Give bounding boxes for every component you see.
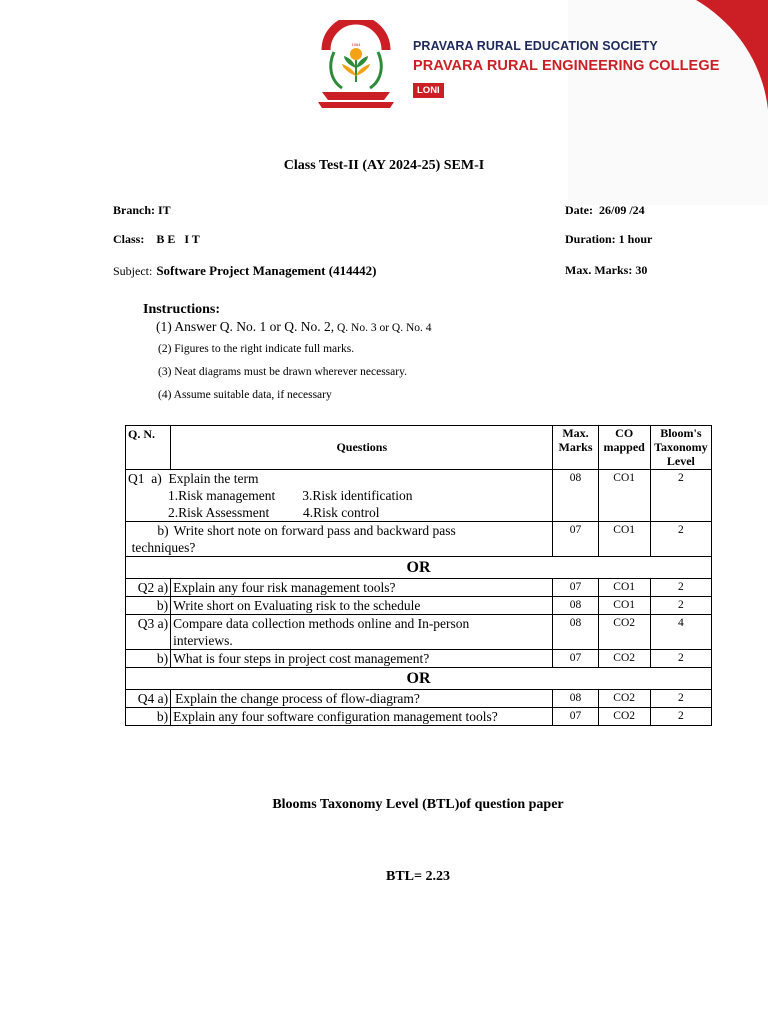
marks-cell: 08 bbox=[553, 470, 598, 522]
marks-cell: 07 bbox=[553, 579, 598, 597]
co-cell: CO1 bbox=[598, 597, 650, 615]
question-cell: What is four steps in project cost management? bbox=[171, 650, 553, 668]
max-marks-label: Max. Marks: 30 bbox=[565, 263, 648, 277]
qn-cell: Q2 a) bbox=[126, 579, 171, 597]
marks-cell: 07 bbox=[553, 650, 598, 668]
btl-cell: 2 bbox=[650, 650, 711, 668]
subject-value: Software Project Management (414442) bbox=[156, 263, 377, 278]
header-questions: Questions bbox=[171, 426, 553, 470]
marks-cell: 08 bbox=[553, 615, 598, 650]
subject-label: Subject: bbox=[113, 264, 153, 278]
marks-cell: 07 bbox=[553, 708, 598, 726]
co-cell: CO2 bbox=[598, 708, 650, 726]
btl-cell: 2 bbox=[650, 690, 711, 708]
qn-cell: b) bbox=[126, 708, 171, 726]
date-label: Date: 26/09 /24 bbox=[565, 203, 645, 217]
or-label: OR bbox=[126, 668, 712, 690]
btl-cell: 2 bbox=[650, 597, 711, 615]
college-logo-icon bbox=[314, 20, 398, 110]
marks-cell: 08 bbox=[553, 597, 598, 615]
logo-text: PRAVARA bbox=[339, 32, 373, 39]
qn-cell: b) bbox=[126, 522, 171, 557]
qn-cell: Q3 a) bbox=[126, 615, 171, 650]
org-name-college: PRAVARA RURAL ENGINEERING COLLEGE bbox=[413, 58, 720, 74]
co-cell: CO2 bbox=[598, 615, 650, 650]
btl-cell: 2 bbox=[650, 522, 711, 557]
questions-table bbox=[125, 425, 712, 726]
table-row bbox=[126, 615, 712, 650]
table-row bbox=[126, 522, 712, 557]
co-cell: CO2 bbox=[598, 690, 650, 708]
table-header-row bbox=[126, 426, 712, 470]
or-row bbox=[126, 557, 712, 579]
branch-label: Branch: IT bbox=[113, 203, 171, 217]
or-row bbox=[126, 668, 712, 690]
question-cell: Compare data collection methods online and In-person interviews. bbox=[171, 615, 553, 650]
btl-cell: 2 bbox=[650, 579, 711, 597]
header-max-marks: Max. Marks bbox=[553, 426, 598, 470]
table-row bbox=[126, 597, 712, 615]
btl-value: BTL= 2.23 bbox=[386, 869, 450, 884]
btl-cell: 4 bbox=[650, 615, 711, 650]
header-blooms-level: Bloom's Taxonomy Level bbox=[650, 426, 711, 470]
question-cell: Explain any four risk management tools? bbox=[171, 579, 553, 597]
co-cell: CO1 bbox=[598, 470, 650, 522]
table-row bbox=[126, 708, 712, 726]
subject-row bbox=[113, 262, 376, 280]
btl-cell: 2 bbox=[650, 470, 711, 522]
instruction-1-small: Q. No. 3 or Q. No. 4 bbox=[334, 322, 432, 334]
or-label: OR bbox=[126, 557, 712, 579]
question-cell: Explain the change process of flow-diagram? bbox=[171, 690, 553, 708]
marks-cell: 07 bbox=[553, 522, 598, 557]
table-row bbox=[126, 470, 712, 522]
instruction-1 bbox=[156, 319, 432, 335]
page-title: Class Test-II (AY 2024-25) SEM-I bbox=[283, 158, 485, 173]
header-qn: Q. N. bbox=[126, 426, 171, 470]
question-cell: Write short on Evaluating risk to the schedule bbox=[171, 597, 553, 615]
header-corner-decoration bbox=[568, 0, 768, 205]
logo-year: 1964 bbox=[351, 42, 361, 47]
btl-heading: Blooms Taxonomy Level (BTL)of question paper bbox=[272, 797, 564, 812]
question-cell: Explain any four software configuration management tools? bbox=[171, 708, 553, 726]
org-name-society: PRAVARA RURAL EDUCATION SOCIETY bbox=[413, 39, 658, 53]
table-row bbox=[126, 579, 712, 597]
co-cell: CO2 bbox=[598, 650, 650, 668]
header-co-mapped: CO mapped bbox=[598, 426, 650, 470]
qn-cell: b) bbox=[126, 597, 171, 615]
co-cell: CO1 bbox=[598, 579, 650, 597]
instructions-heading: Instructions: bbox=[143, 302, 221, 317]
duration-label: Duration: 1 hour bbox=[565, 232, 653, 246]
table-row bbox=[126, 690, 712, 708]
qn-cell: Q4 a) bbox=[126, 690, 171, 708]
marks-cell: 08 bbox=[553, 690, 598, 708]
btl-cell: 2 bbox=[650, 708, 711, 726]
location-badge: LONI bbox=[413, 83, 444, 98]
instruction-3: (3) Neat diagrams must be drawn wherever necessary. bbox=[158, 366, 407, 378]
table-row bbox=[126, 650, 712, 668]
class-label: Class: B E I T bbox=[113, 232, 200, 246]
question-cell: Q1 a) Explain the term 1.Risk management 3.Risk identification 2.Risk Assessment 4.Risk control bbox=[126, 470, 553, 522]
qn-cell: b) bbox=[126, 650, 171, 668]
instruction-2: (2) Figures to the right indicate full marks. bbox=[158, 343, 355, 355]
instruction-1-main: (1) Answer Q. No. 1 or Q. No. 2, bbox=[156, 319, 335, 334]
co-cell: CO1 bbox=[598, 522, 650, 557]
instruction-4: (4) Assume suitable data, if necessary bbox=[158, 389, 332, 401]
question-cell: Write short note on forward pass and backward pass techniques? bbox=[171, 522, 553, 557]
